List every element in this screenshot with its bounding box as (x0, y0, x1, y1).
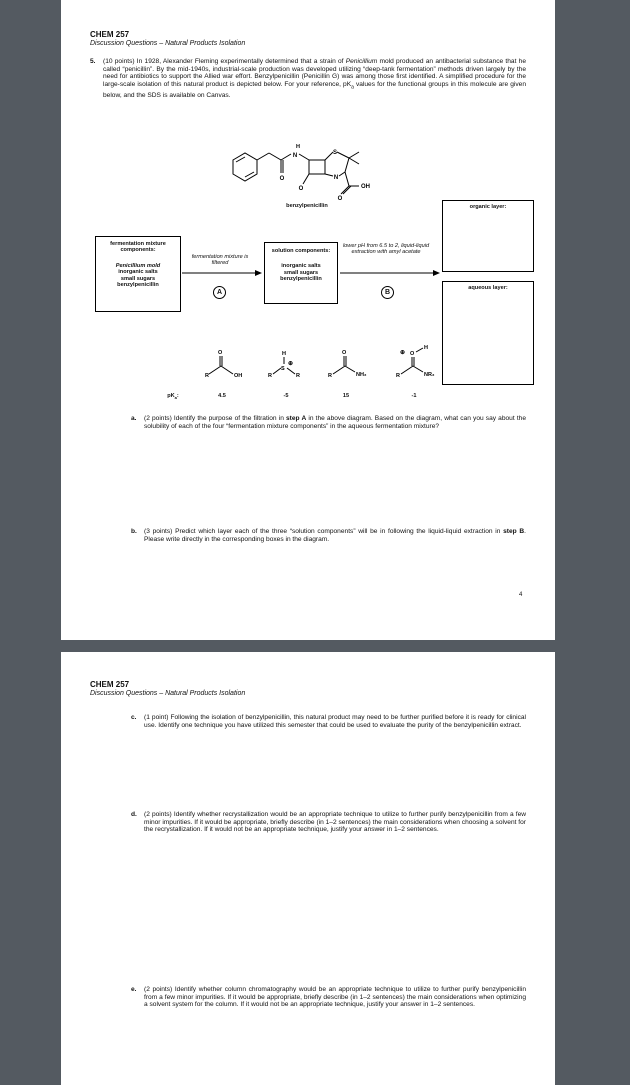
fg-amide-nh2: NH₂ (356, 372, 367, 378)
page-subtitle: Discussion Questions – Natural Products Isolation (90, 40, 246, 47)
question-c-letter: c. (131, 714, 137, 721)
step-a-arrow (182, 268, 262, 278)
page-number: 4 (519, 592, 523, 598)
fermentation-box-title: fermentation mixture components: (110, 241, 166, 254)
pka-value-acid: 4.5 (218, 393, 226, 399)
pka-value-sulfonium: -5 (283, 393, 289, 399)
course-title: CHEM 257 (90, 680, 130, 689)
step-a-note: fermentation mixture is filtered (191, 254, 249, 267)
fermentation-item-benzylpenicillin: benzylpenicillin (117, 282, 159, 289)
fg-protonated-r: R (396, 373, 400, 379)
atom-o1: O (279, 176, 285, 182)
step-a-marker: A (213, 286, 226, 299)
page-header (90, 680, 245, 698)
fermentation-box (95, 236, 181, 312)
functional-groups (201, 344, 501, 394)
fg-sulfonium-charge: ⊕ (288, 361, 294, 367)
question-5-number: 5. (90, 58, 96, 65)
fg-acid-oh: OH (234, 373, 243, 379)
pka-value-protonated: -1 (411, 393, 417, 399)
page-subtitle: Discussion Questions – Natural Products Isolation (90, 690, 246, 697)
atom-n2: N (333, 175, 339, 181)
fg-protonated-nr2: NR₂ (424, 372, 435, 378)
fg-sulfonium-h: H (282, 351, 286, 357)
question-b-text: (3 points) Predict which layer each of the three “solution components” will be in following the liquid-liquid extraction in step B. Please write directly in the corresponding boxes in the diagram. (144, 528, 526, 543)
question-a-text: (2 points) Identify the purpose of the filtration in step A in the above diagram. Based on the diagram, what can you say about the solubility of each of the four “fermentation mixture components” in the aqueous fermentation mixture? (144, 415, 526, 430)
fermentation-item-salts: inorganic salts (118, 269, 158, 276)
fg-protonated-charge: ⊕ (400, 350, 406, 356)
atom-o2: O (298, 186, 304, 192)
solution-item-sugars: small sugars (283, 269, 319, 276)
fg-sulfonium-s: S (281, 366, 285, 372)
fermentation-item-mold: Penicillium mold (115, 262, 161, 269)
pka-value-amide: 15 (342, 393, 350, 399)
course-title: CHEM 257 (90, 30, 130, 39)
atom-n1: N (292, 153, 298, 159)
fg-acid-r: R (205, 373, 209, 379)
fg-sulfonium-r1: R (268, 373, 272, 379)
fg-sulfonium-r2: R (296, 373, 300, 379)
fg-protonated-o: O (410, 351, 415, 357)
question-5-text: (10 points) In 1928, Alexander Fleming experimentally determined that a strain of Penicillium mold produced an antibacterial substance that he called “penicillin”. By the mid-1940s, industrial-scale production was developed utilizing “deep-tank fermentation” methods driven largely by the need for antibiotics to support the Allied war effort. Benzylpenicillin (Penicillin G) was among those first identified. A simplified procedure for the large-scale isolation of this natural product is depicted below. For your reference, $pK_a$ values for the functional groups in this molecule are given below, and the SDS is available on Canvas. (103, 58, 527, 99)
solution-item-benzylpenicillin: benzylpenicillin (280, 276, 322, 283)
question-a-letter: a. (131, 415, 137, 422)
step-b-marker: B (381, 286, 394, 299)
fg-acid-o: O (218, 350, 223, 356)
solution-box (264, 242, 338, 304)
benzylpenicillin-structure (61, 130, 555, 210)
organic-layer-box[interactable] (442, 200, 534, 272)
molecule-label: benzylpenicillin (286, 203, 328, 209)
fg-amide-r: R (328, 373, 332, 379)
step-b-arrow (340, 268, 440, 278)
question-d-letter: d. (131, 811, 137, 818)
pka-label: $pK_a$: (167, 393, 179, 401)
atom-o3: O (337, 196, 343, 202)
question-e-letter: e. (131, 986, 137, 993)
fg-protonated-h: H (424, 345, 428, 351)
document-page-1 (61, 0, 555, 640)
atom-oh: OH (361, 184, 370, 190)
page-header (90, 30, 245, 48)
solution-box-title: solution components: (271, 248, 331, 254)
question-e-text: (2 points) Identify whether column chromatography would be an appropriate technique to utilize to further purify benzylpenicillin from a few minor impurities. If it would be appropriate, briefly describe (in 1–2 sentences) the main considerations when optimizing a solvent system for the column. If it would not be an appropriate technique, justify your answer in 1–2 sentences. (144, 986, 526, 1009)
fg-amide-o: O (342, 350, 347, 356)
aqueous-layer-label: aqueous layer: (468, 285, 508, 291)
fermentation-item-sugars: small sugars (120, 275, 156, 282)
organic-layer-label: organic layer: (469, 204, 507, 210)
solution-item-salts: inorganic salts (281, 263, 321, 270)
step-b-note: lower pH from 6.5 to 2, liquid-liquid extraction with amyl acetate (342, 243, 430, 256)
question-d-text: (2 points) Identify whether recrystallization would be an appropriate technique to utilize to further purify benzylpenicillin from a few minor impurities. If it would be appropriate, briefly describe (in 1–2 sentences) the main considerations when choosing a solvent for the recrystallization. If it would not be an appropriate technique, justify your answer in 1–2 sentences. (144, 811, 526, 834)
question-b-letter: b. (131, 528, 137, 535)
document-page-2 (61, 652, 555, 1085)
question-c-text: (1 point) Following the isolation of benzylpenicillin, this natural product may need to be further purified before it is ready for clinical use. Identify one technique you have utilized this semester that could be used to evaluate the purity of the benzylpenicillin extract. (144, 714, 526, 729)
atom-s: S (332, 150, 338, 156)
atom-h: H (296, 144, 300, 150)
